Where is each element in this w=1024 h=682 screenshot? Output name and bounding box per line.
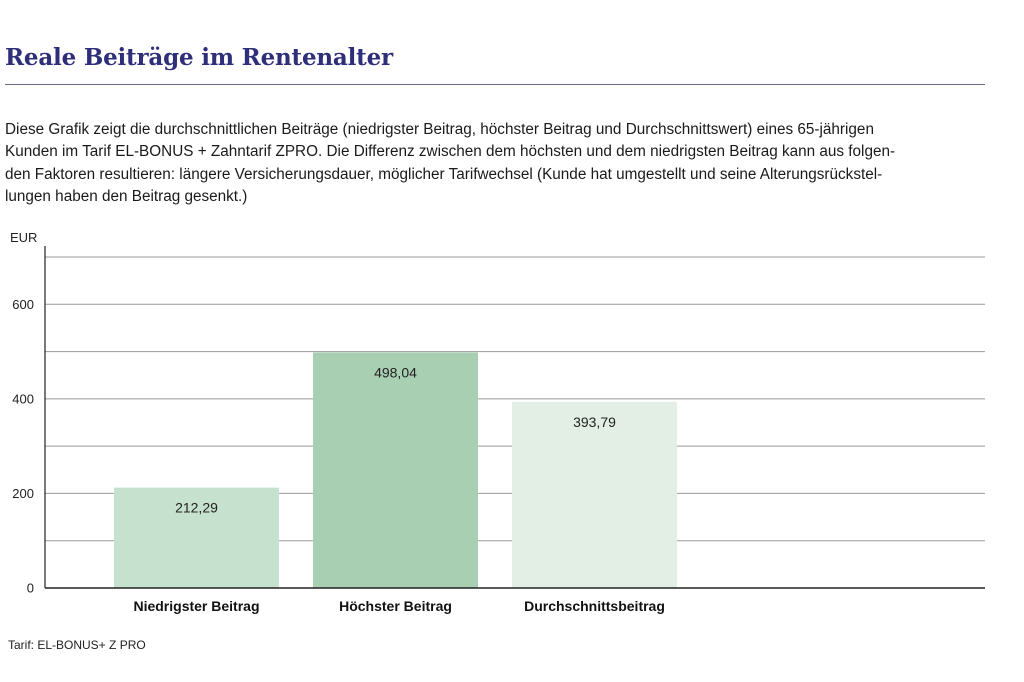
x-tick-label: Niedrigster Beitrag bbox=[133, 598, 260, 614]
chart-title: Reale Beiträge im Rentenalter bbox=[5, 44, 393, 71]
y-tick-label: 600 bbox=[12, 296, 34, 312]
description-line: den Faktoren resultieren: längere Versicherungsdauer, möglicher Tarifwechsel (Kunde hat umgestellt und seine Alterungsrückstel- bbox=[5, 165, 883, 183]
data-label: 498,04 bbox=[374, 364, 417, 381]
y-tick-label: 400 bbox=[12, 391, 34, 407]
x-tick-label: Durchschnittsbeitrag bbox=[524, 598, 665, 614]
y-axis-unit-label: EUR bbox=[10, 230, 38, 245]
footnote: Tarif: EL-BONUS+ Z PRO bbox=[8, 638, 146, 652]
bar bbox=[313, 352, 478, 588]
data-label: 212,29 bbox=[175, 499, 218, 516]
y-tick-label: 200 bbox=[12, 485, 34, 501]
y-tick-label: 0 bbox=[26, 580, 34, 596]
x-tick-label: Höchster Beitrag bbox=[339, 598, 452, 614]
description-line: lungen haben den Beitrag gesenkt.) bbox=[5, 187, 248, 205]
data-label: 393,79 bbox=[573, 413, 616, 430]
description-line: Diese Grafik zeigt die durchschnittlichen Beiträge (niedrigster Beitrag, höchster Beitrag und Durchschnittswert) eines 65-jährigen bbox=[5, 121, 874, 138]
description-line: Kunden im Tarif EL-BONUS + Zahntarif ZPRO. Die Differenz zwischen dem höchsten und dem niedrigsten Beitrag kann aus folgen- bbox=[5, 143, 896, 161]
